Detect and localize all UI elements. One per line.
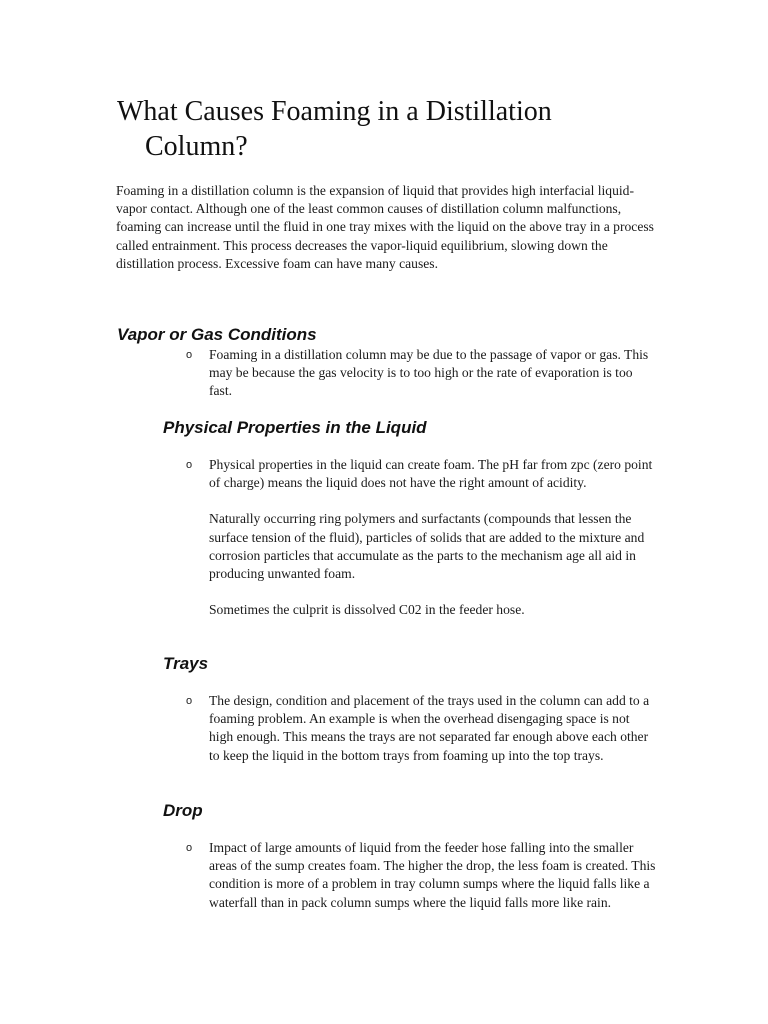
paragraph: The design, condition and placement of the trays used in the column can add to a foaming problem. An example is when the overhead disengaging space is not high enough. This means the trays are not separated far enough above each other to keep the liquid in the bottom trays from foaming up into the top trays. <box>209 693 650 763</box>
paragraph: Sometimes the culprit is dissolved C02 in the feeder hose. <box>209 602 525 618</box>
bullet-marker: o <box>186 695 193 707</box>
page-title <box>117 94 657 164</box>
section-heading-drop: Drop <box>163 801 203 820</box>
title-line-1: What Causes Foaming in a Distillation <box>117 96 552 127</box>
intro-paragraph: Foaming in a distillation column is the expansion of liquid that provides high interfacial liquid-vapor contact. Although one of the least common causes of distillation column malfunctions, foaming can increase until the fluid in one tray mixes with the liquid on the above tray in a process called entrainment. This process decreases the vapor-liquid equilibrium, slowing down the distillation process. Excessive foam can have many causes. <box>116 183 654 271</box>
paragraph: Physical properties in the liquid can create foam. The pH far from zpc (zero point of charge) means the liquid does not have the right amount of acidity. <box>209 457 653 491</box>
section-heading-vapor-gas: Vapor or Gas Conditions <box>117 325 317 344</box>
list-item-physical-properties <box>186 456 656 619</box>
bullet-marker: o <box>186 459 193 471</box>
list-item-vapor-gas <box>186 346 656 401</box>
section-heading-physical-properties: Physical Properties in the Liquid <box>163 418 427 437</box>
paragraph: Naturally occurring ring polymers and surfactants (compounds that lessen the surface tension of the fluid), particles of solids that are added to the mixture and corrosion particles that accumulate as the parts to the mechanism age all aid in producing unwanted foam. <box>209 511 645 582</box>
title-line-2: Column? <box>145 131 248 162</box>
bullet-marker: o <box>186 349 193 361</box>
paragraph: Foaming in a distillation column may be due to the passage of vapor or gas. This may be because the gas velocity is to too high or the rate of evaporation is too fast. <box>209 347 649 399</box>
list-item-drop <box>186 839 656 912</box>
paragraph: Impact of large amounts of liquid from the feeder hose falling into the smaller areas of the sump creates foam. The higher the drop, the less foam is created. This condition is more of a problem in tray column sumps where the liquid falls like a waterfall than in pack column sumps where the liquid falls more like rain. <box>209 840 656 910</box>
list-item-trays <box>186 692 656 765</box>
section-heading-trays: Trays <box>163 654 209 673</box>
bullet-marker: o <box>186 842 193 854</box>
